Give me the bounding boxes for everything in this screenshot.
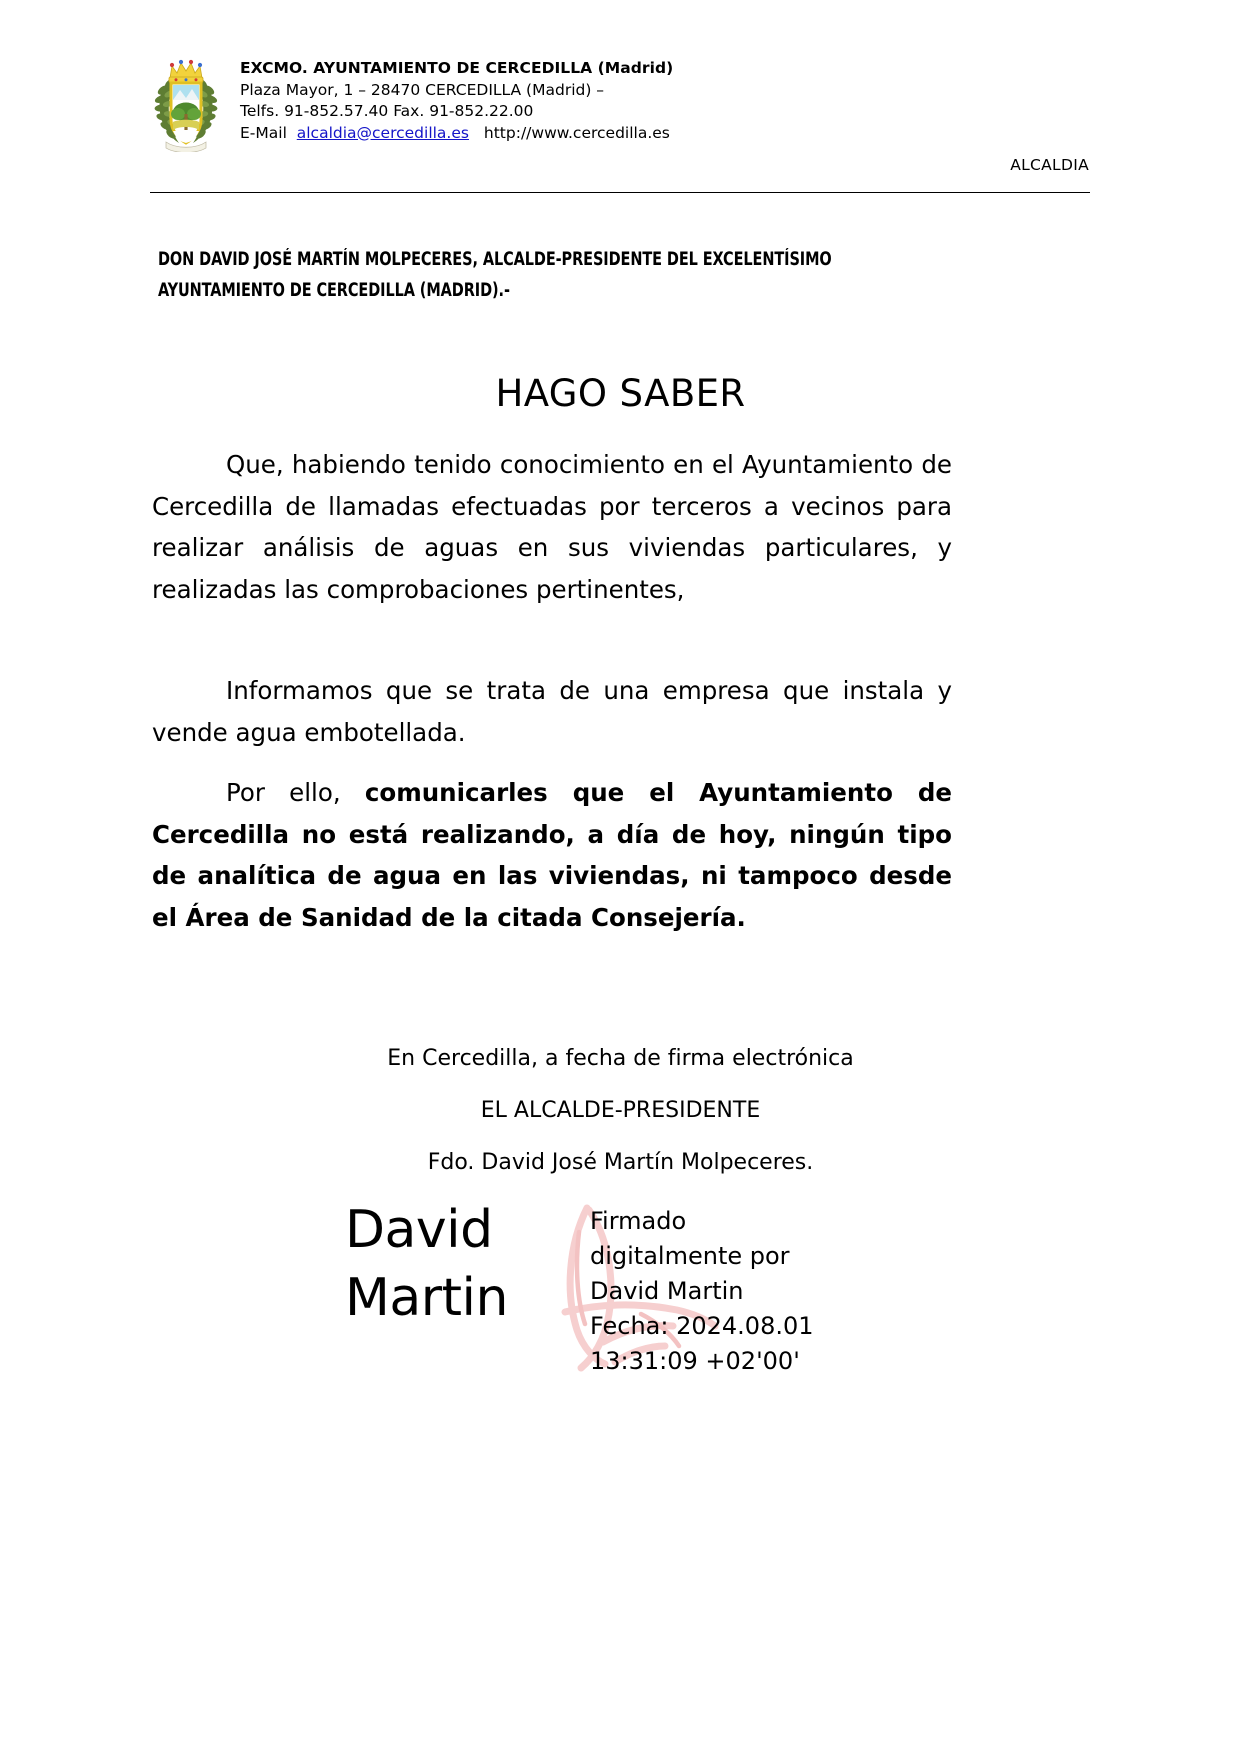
organization-name: EXCMO. AYUNTAMIENTO DE CERCEDILLA (Madrid) <box>240 59 674 77</box>
signature-detail-line-3: David Martin <box>590 1277 744 1305</box>
digital-signature-block <box>345 1196 905 1376</box>
paragraph-3-lead: Por ello, <box>226 778 365 807</box>
paragraph-1: Que, habiendo tenido conocimiento en el Ayuntamiento de Cercedilla de llamadas efectuadas por terceros a vecinos para realizar análisis de aguas en sus viviendas particulares, y realizadas las comprobaciones pertinentes, <box>152 450 952 604</box>
email-label: E-Mail <box>240 123 287 142</box>
header-divider <box>150 192 1090 193</box>
letterhead-text <box>240 52 1090 144</box>
paragraph-3 <box>152 772 952 938</box>
signature-name-line-2: Martin <box>345 1268 508 1328</box>
signature-name-line-1: David <box>345 1200 493 1260</box>
letterhead <box>150 52 1090 152</box>
signature-detail-line-5: 13:31:09 +02'00' <box>590 1347 800 1375</box>
document-intro <box>158 244 854 306</box>
website-url: http://www.cercedilla.es <box>483 123 670 142</box>
email-link[interactable]: alcaldia@cercedilla.es <box>296 123 469 142</box>
intro-line-2: AYUNTAMIENTO DE CERCEDILLA (MADRID).- <box>158 280 510 301</box>
organization-contact-line <box>240 123 1090 145</box>
signature-detail-line-1: Firmado <box>590 1207 687 1235</box>
organization-address: Plaza Mayor, 1 – 28470 CERCEDILLA (Madrid) – <box>240 80 605 99</box>
closing-place-date: En Cercedilla, a fecha de firma electrónica <box>387 1046 854 1071</box>
paragraph-3-emphasis: comunicarles que el Ayuntamiento de Cercedilla no está realizando, a día de hoy, ningún tipo de analítica de agua en las viviendas, ni tampoco desde el Área de Sanidad de la citada Consejería. <box>152 778 952 932</box>
signature-details <box>590 1204 900 1379</box>
signature-detail-line-4: Fecha: 2024.08.01 <box>590 1312 814 1340</box>
intro-line-1: DON DAVID JOSÉ MARTÍN MOLPECERES, ALCALDE-PRESIDENTE DEL EXCELENTÍSIMO <box>158 249 832 270</box>
signature-detail-line-2: digitalmente por <box>590 1242 790 1270</box>
closing-role: EL ALCALDE-PRESIDENTE <box>480 1098 761 1123</box>
signature-name <box>345 1196 570 1332</box>
cercedilla-coat-of-arms-icon <box>150 56 222 152</box>
organization-phones: Telfs. 91-852.57.40 Fax. 91-852.22.00 <box>240 102 534 120</box>
page-title: HAGO SABER <box>495 372 746 415</box>
paragraph-2: Informamos que se trata de una empresa que instala y vende agua embotellada. <box>152 676 952 747</box>
closing-signed-by: Fdo. David José Martín Molpeceres. <box>427 1150 814 1175</box>
department-label: ALCALDIA <box>1010 156 1089 174</box>
